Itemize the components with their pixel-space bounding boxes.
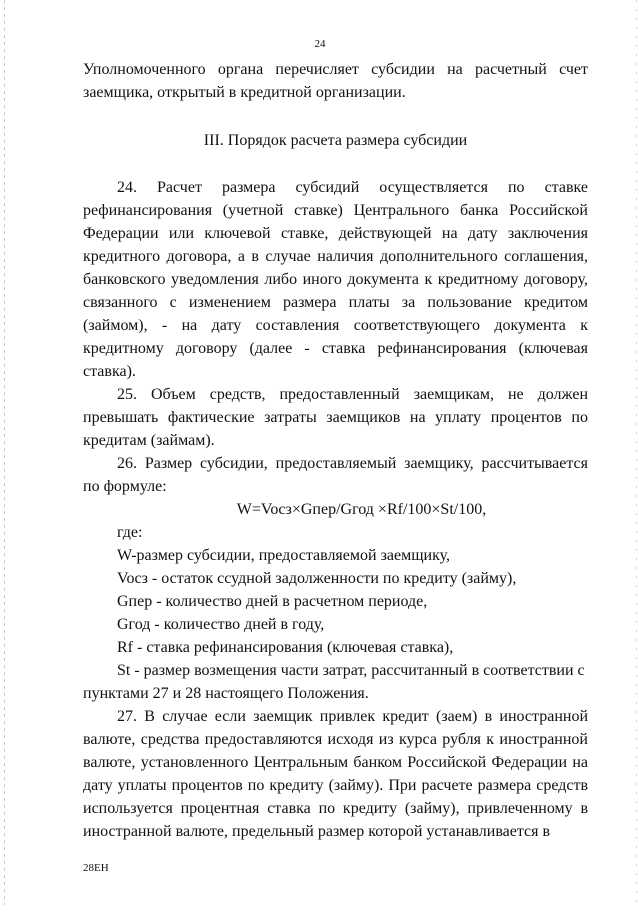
section-heading: III. Порядок расчета размера субсидии	[203, 132, 468, 149]
where-label: где:	[117, 524, 143, 541]
subsidy-formula: W=Vocз×Gпер/Gгод ×Rf/100×St/100,	[236, 501, 487, 518]
formula-definitions	[83, 521, 588, 705]
paragraph-27: 27. В случае если заемщик привлек кредит (заем) в иностранной валюте, средства предоставляются исходя из курса рубля к иностранной валюте, установленного Центральным банком Российской Федерации на дату уплаты процентов по кредиту (займу). При расчете размера средств используется процентная ставка по кредиту (займу), привлеченному в иностранной валюте, предельный размер которой устанавливается в	[83, 708, 588, 840]
definition-ggod: Gгод - количество дней в году,	[117, 616, 325, 633]
definition-rf: Rf - ставка рефинансирования (ключевая ставка),	[117, 639, 454, 656]
definition-vocz: Vocз - остаток ссудной задолженности по кредиту (займу),	[117, 570, 517, 587]
document-body	[83, 58, 588, 843]
scan-edge-left	[4, 0, 5, 905]
definition-st: St - размер возмещения части затрат, рассчитанный в соответствии с пунктами 27 и 28 настоящего Положения.	[83, 662, 585, 702]
definition-w: W-размер субсидии, предоставляемой заемщику,	[117, 547, 451, 564]
paragraph-25: 25. Объем средств, предоставленный заемщикам, не должен превышать фактические затраты заемщиков на уплату процентов по кредитам (займам).	[83, 386, 588, 449]
footer-code: 28ЕН	[83, 862, 109, 874]
scan-edge-right	[636, 0, 637, 905]
paragraph-24: 24. Расчет размера субсидий осуществляется по ставке рефинансирования (учетной ставке) Центрального банка Российской Федерации или ключевой ставке, действующей на дату заключения кредитного договора, а в случае наличия дополнительного соглашения, банковского уведомления либо иного документа к кредитному договору, связанного с изменением размера платы за пользование кредитом (займом), - на дату составления соответствующего документа к кредитному договору (далее - ставка рефинансирования (ключевая ставка).	[83, 179, 588, 380]
paragraph-26: 26. Размер субсидии, предоставляемый заемщику, рассчитывается по формуле:	[83, 455, 588, 495]
definition-gper: Gпер - количество дней в расчетном периоде,	[117, 593, 428, 610]
intro-paragraph: Уполномоченного органа перечисляет субсидии на расчетный счет заемщика, открытый в кредитной организации.	[83, 61, 588, 101]
page-number: 24	[314, 38, 326, 50]
